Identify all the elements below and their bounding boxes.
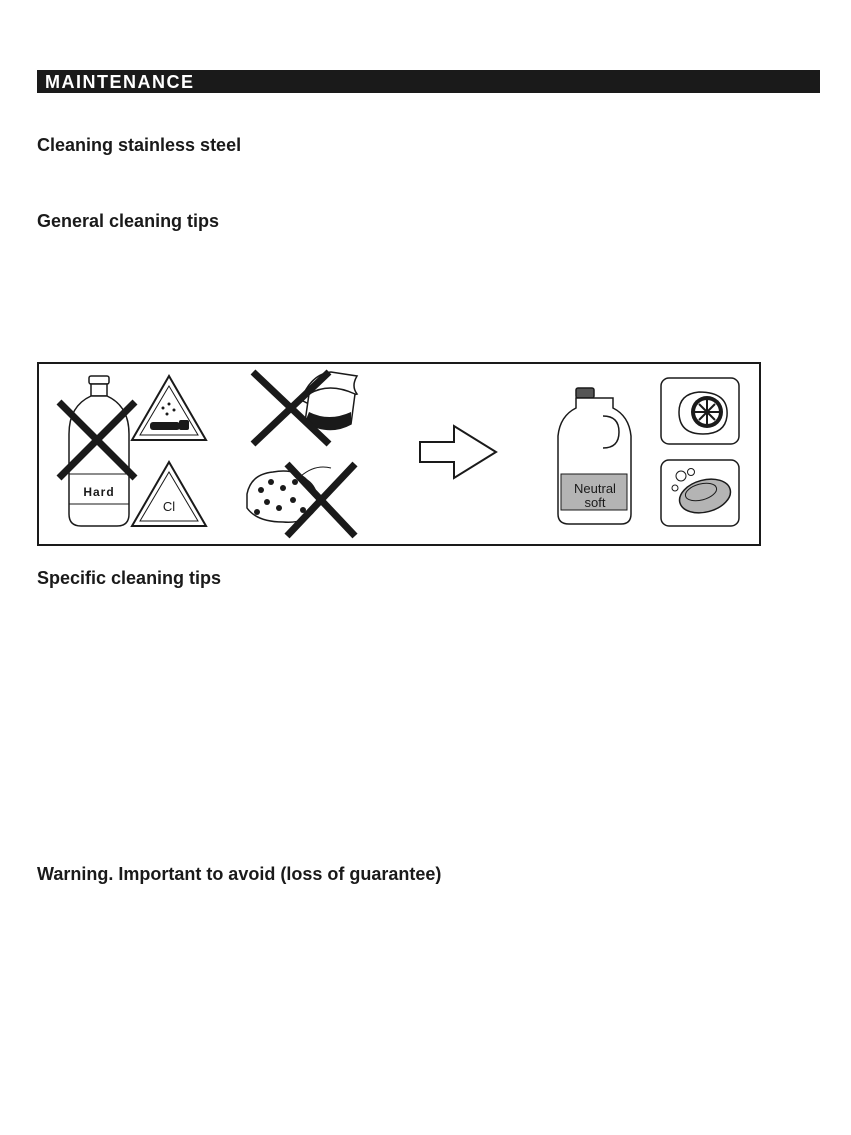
heading-specific-cleaning-tips: Specific cleaning tips xyxy=(37,568,222,588)
neutral-label-line1: Neutral xyxy=(574,481,616,496)
hard-label: Hard xyxy=(83,485,115,499)
section-title-bar xyxy=(37,70,820,93)
cleaning-illustration xyxy=(37,362,761,546)
scouring-pad-crossed-icon xyxy=(253,372,357,444)
steel-wool-crossed-icon xyxy=(247,464,355,536)
soap-icon xyxy=(661,460,739,526)
heading-warning: Warning. Important to avoid (loss of guarantee) xyxy=(37,864,442,884)
chlorine-warning-icon xyxy=(132,462,206,526)
heading-cleaning-stainless-steel: Cleaning stainless steel xyxy=(37,135,242,155)
corrosive-warning-icon xyxy=(132,376,206,440)
neutral-label-line2: soft xyxy=(584,495,606,510)
heading-general-cleaning-tips: General cleaning tips xyxy=(37,211,220,231)
section-title: MAINTENANCE xyxy=(45,72,195,92)
cl-label: Cl xyxy=(162,499,176,514)
lemon-icon xyxy=(661,378,739,444)
arrow-right-icon xyxy=(420,426,496,478)
hard-bottle-crossed-icon xyxy=(59,376,135,526)
